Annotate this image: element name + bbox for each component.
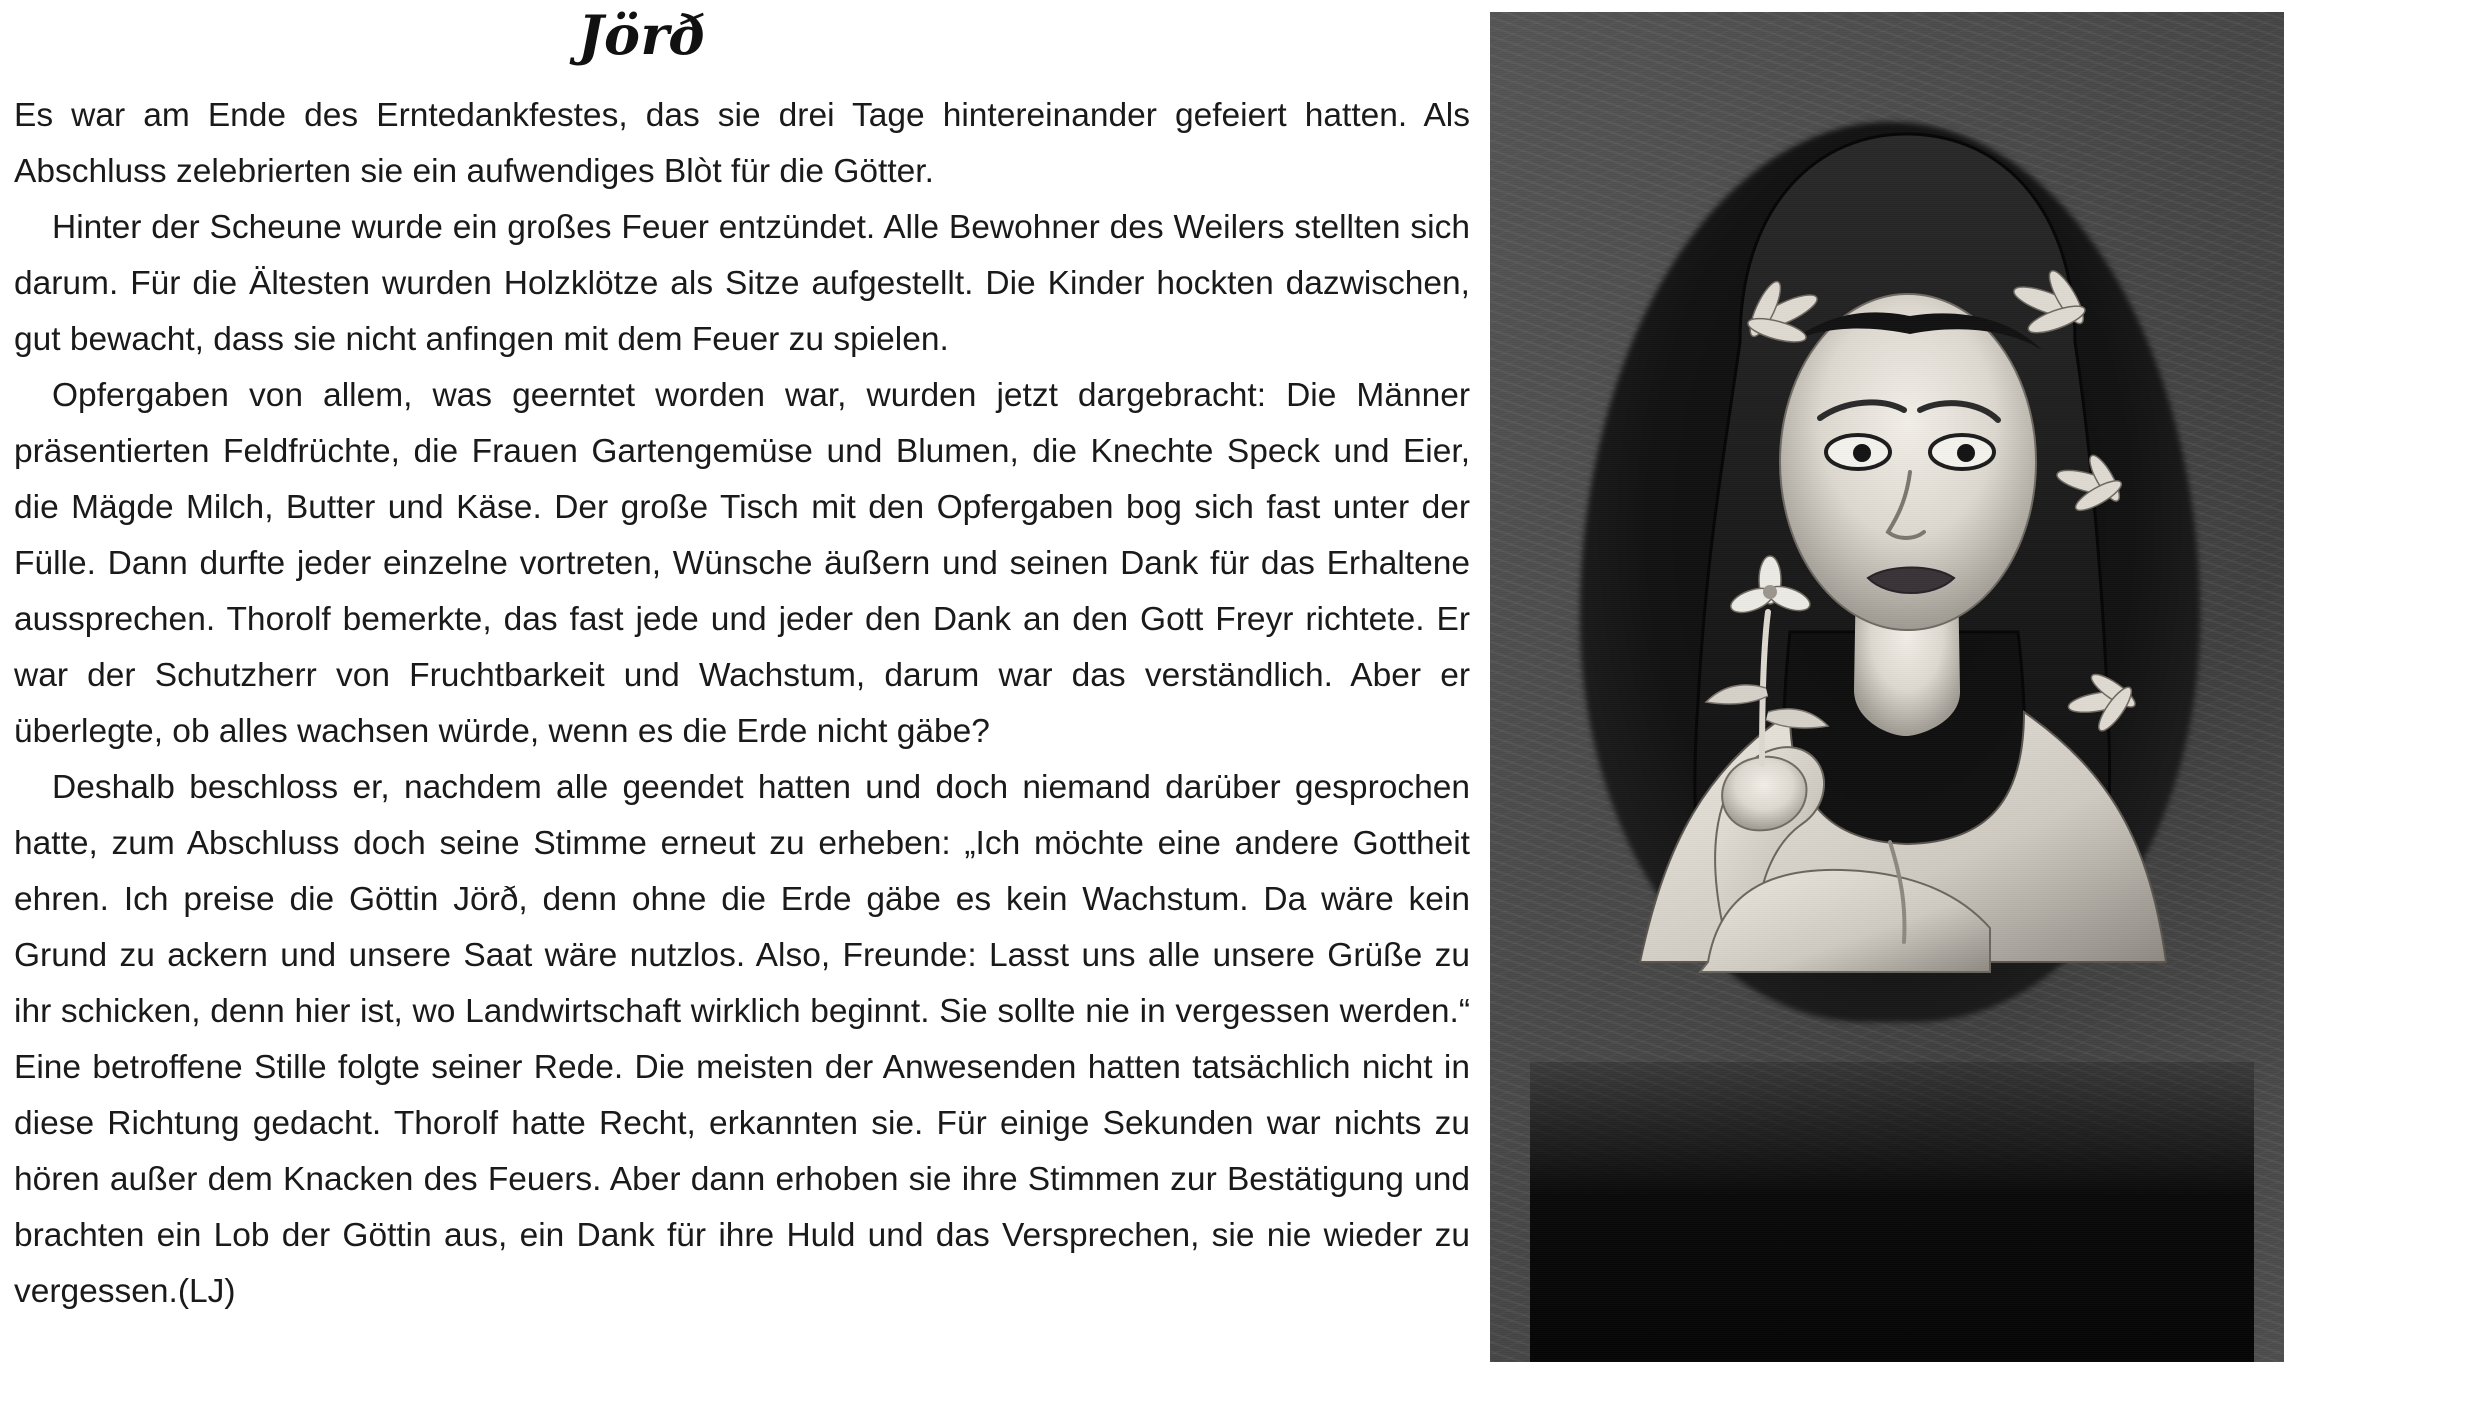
goddess-figure-drawing (1490, 12, 2284, 1362)
paragraph: Deshalb beschloss er, nachdem alle geendet hatten und doch niemand darüber gesprochen hatte, zum Abschluss doch seine Stimme erneut zu erheben: „Ich möchte eine andere Gottheit ehren. Ich preise die Göttin Jörð, denn ohne die Erde gäbe es kein Wachstum. Da wäre kein Grund zu ackern und unsere Saat wäre nutzlos. Also, Freunde: Lasst uns alle unsere Grüße zu ihr schicken, denn hier ist, wo Landwirtschaft wirklich beginnt. Sie sollte nie in vergessen werden.“ Eine betroffene Stille folgte seiner Rede. Die meisten der Anwesenden hatten tatsächlich nicht in diese Richtung gedacht. Thorolf hatte Recht, erkannten sie. Für einige Sekunden war nichts zu hören außer dem Knacken des Feuers. Aber dann erhoben sie ihre Stimmen zur Bestätigung und brachten ein Lob der Göttin aus, ein Dank für ihre Huld und das Versprechen, sie nie wieder zu vergessen.(LJ) (14, 769, 1470, 1310)
article-body (14, 88, 1470, 1320)
paragraph: Opfergaben von allem, was geerntet worden war, wurden jetzt dargebracht: Die Männer präsentierten Feldfrüchte, die Frauen Gartengemüse und Blumen, die Knechte Speck und Eier, die Mägde Milch, Butter und Käse. Der große Tisch mit den Opfergaben bog sich fast unter der Fülle. Dann durfte jeder einzelne vortreten, Wünsche äußern und seinen Dank für das Erhaltene aussprechen. Thorolf bemerkte, das fast jede und jeder den Dank an den Gott Freyr richtete. Er war der Schutzherr von Fruchtbarkeit und Wachstum, darum war das verständlich. Aber er überlegte, ob alles wachsen würde, wenn es die Erde nicht gäbe? (14, 377, 1470, 750)
paragraph: Es war am Ende des Erntedankfestes, das sie drei Tage hintereinander gefeiert hatten. Als Abschluss zelebrierten sie ein aufwendiges Blòt für die Götter. (14, 97, 1470, 190)
illustration-figure (1490, 12, 2284, 1362)
paragraph: Hinter der Scheune wurde ein großes Feuer entzündet. Alle Bewohner des Weilers stellten sich darum. Für die Ältesten wurden Holzklötze als Sitze aufgestellt. Die Kinder hockten dazwischen, gut bewacht, dass sie nicht anfingen mit dem Feuer zu spielen. (14, 209, 1470, 358)
page-title: Jörð (577, 3, 707, 67)
illustration-column (1490, 0, 2472, 1417)
